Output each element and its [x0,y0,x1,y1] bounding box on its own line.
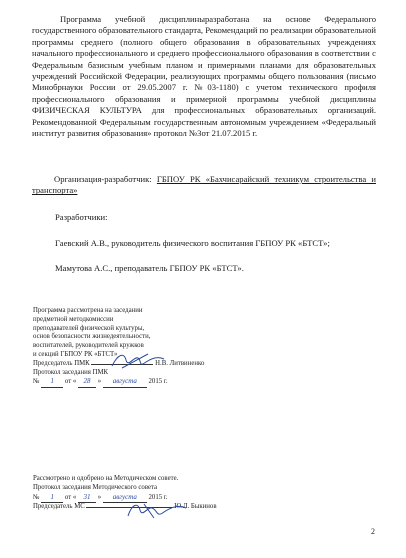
pmk-line-5: воспитателей, руководителей кружков [33,342,144,350]
org-name: ГБПОУ РК «Бахчисарайский техникум строительства и транспорта» [32,174,376,196]
council-line-1: Рассмотрено и одобрено на Методическом совете. [33,475,179,482]
pmk-date-from: от « [64,378,77,386]
pmk-chair-label: Председатель ПМК [33,359,90,367]
pmk-line-1: Программа рассмотрена на заседании [33,307,143,314]
council-line-2: Протокол заседания Методического совета [33,483,158,491]
pmk-date-month: августа [112,377,137,386]
pmk-date-mid: » [97,378,102,386]
pmk-approval-block [33,307,204,388]
council-num-prefix: № [33,493,40,501]
council-date-day: 31 [83,492,91,501]
developer-1: Гаевский А.В., руководитель физического воспитания ГБПОУ РК «БТСТ»; [55,238,330,248]
pmk-line-6: и секций ГБПОУ РК «БТСТ» [33,350,118,358]
program-description-text: Программа учебной дисциплиныразработана на основе Федерального государственного образовательного стандарта, Рекомендаций по реализации образовательной программы среднего (полного общего образования в образовательных учреждениях начального профессионального и среднего профессионального образования в соответствии с Федеральным базисным учебным планом и примерными планами для образовательных учреждений Российской Федерации, реализующих программы общего пользования (письмо Минобрнауки России от 29.05.2007 г. №03-1180) с учетом технического профиля профессионального образования и примерной программы учебной дисциплины ФИЗИЧЕСКАЯ КУЛЬТУРА для профессиональных образовательных организаций. Рекомендованной Федеральным государственным автономным учреждением «Федеральный институт развития образования» протокол №3от 21.07.2015 г. [32,14,376,139]
pmk-line-2: предметной методкомиссии [33,315,114,323]
council-date-mid: » [97,493,102,501]
pmk-protocol-line [33,377,204,388]
pmk-line-3: преподавателей физической культуры, [33,324,145,332]
pmk-chair-signature [108,350,168,372]
page-number: 2 [371,527,375,536]
council-num-value: 1 [50,492,54,501]
pmk-protocol-label: Протокол заседания ПМК [33,368,109,376]
program-description-paragraph [32,14,376,139]
org-label: Организация-разработчик: [54,174,152,184]
council-date-year: 2015 г. [148,493,168,501]
council-date-month: августа [112,492,137,501]
pmk-chair-name: Н.В. Литвиненко [155,359,205,367]
developer-2: Мамутова А.С., преподаватель ГБПОУ РК «БТСТ». [55,263,244,273]
pmk-num-value: 1 [50,377,54,386]
council-date-from: от « [64,493,77,501]
pmk-line-4: основ безопасности жизнедеятельности, [33,333,151,341]
pmk-date-day: 28 [83,377,91,386]
council-chair-signature [124,498,194,522]
pmk-num-prefix: № [33,378,40,386]
council-chair-name: Ю.Л. Быкинов [174,503,217,511]
pmk-date-year: 2015 г. [148,378,168,386]
developer-organization [32,174,376,197]
council-chair-label: Председатель МС [33,503,85,511]
developers-title: Разработчики: [55,212,108,222]
